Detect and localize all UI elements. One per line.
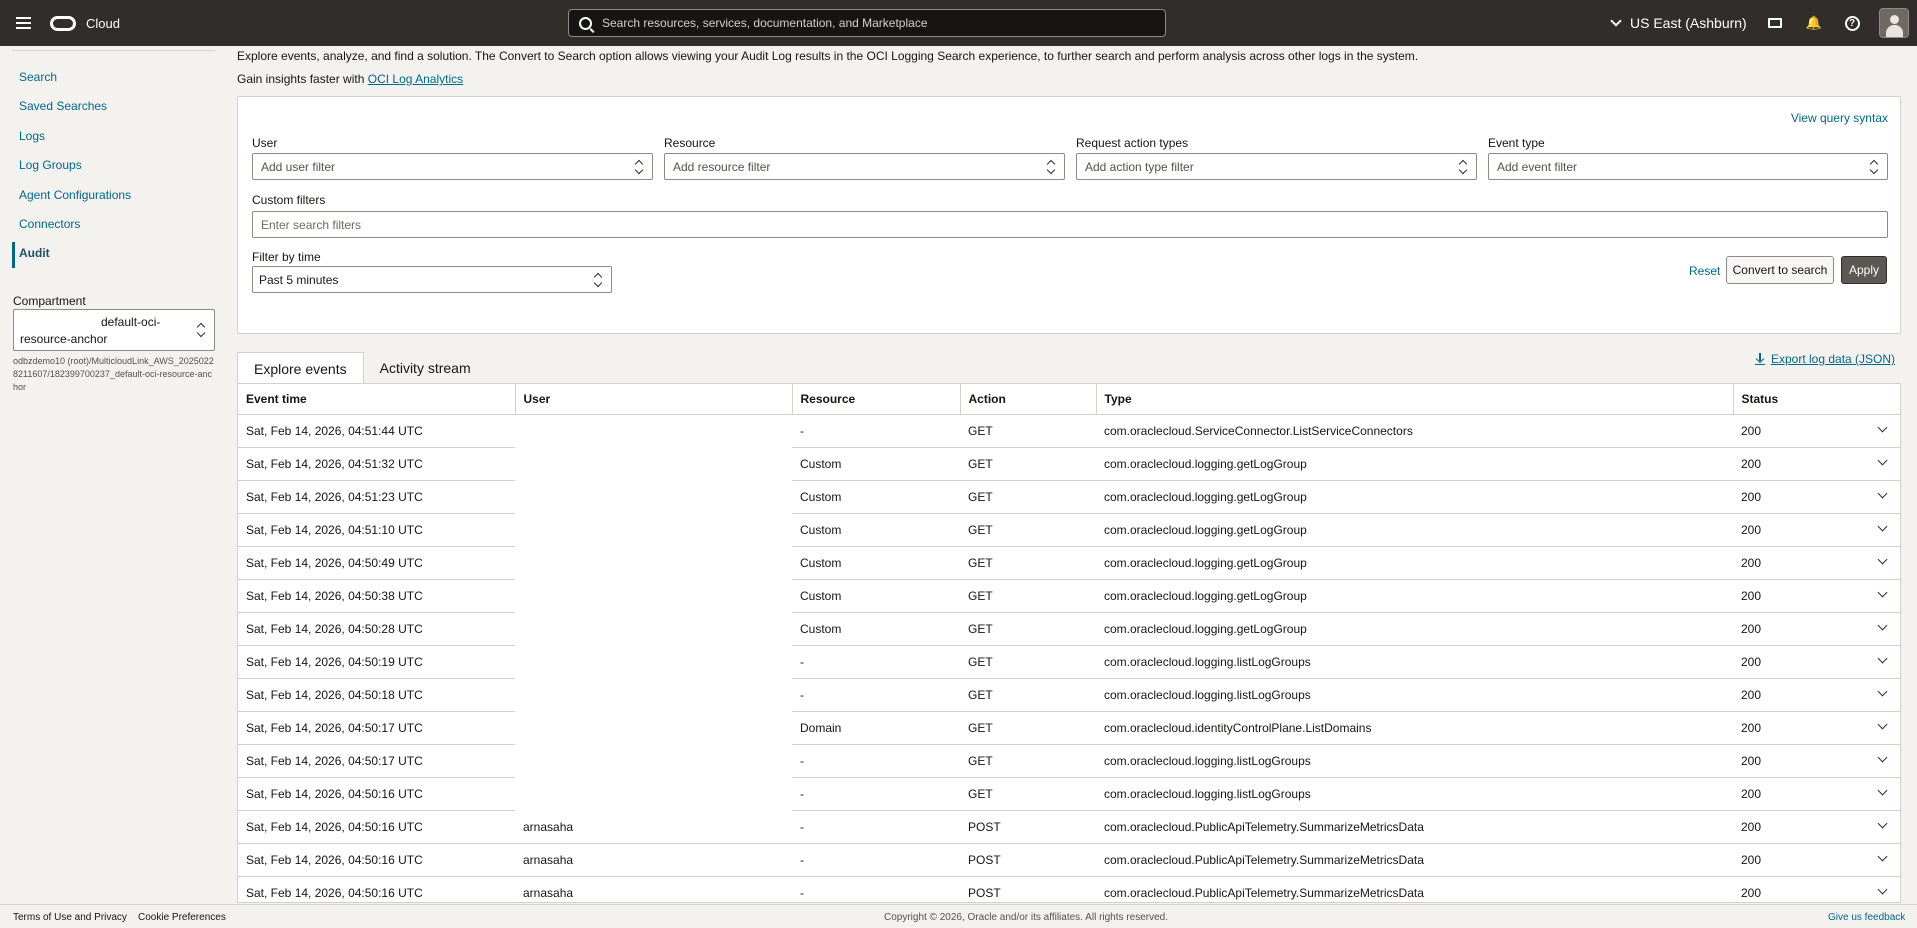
search-icon: [579, 17, 592, 30]
type-cell: com.oraclecloud.ServiceConnector.ListServiceConnectors: [1096, 414, 1733, 447]
resource-cell: -: [792, 744, 960, 777]
action-cell: POST: [960, 876, 1096, 903]
resource-cell: Custom: [792, 546, 960, 579]
table-header-row: [238, 384, 1900, 414]
event-time-cell: Sat, Feb 14, 2026, 04:50:17 UTC: [238, 711, 515, 744]
status-value: 200: [1741, 489, 1762, 504]
status-cell: [1733, 513, 1900, 546]
event-filter-placeholder: Add event filter: [1497, 160, 1578, 174]
event-time-cell: Sat, Feb 14, 2026, 04:50:16 UTC: [238, 777, 515, 810]
sidebar-item-agent-configurations[interactable]: Agent Configurations: [19, 188, 132, 202]
action-filter-select[interactable]: [1076, 153, 1477, 180]
time-filter-label: Filter by time: [252, 250, 321, 264]
log-analytics-link[interactable]: OCI Log Analytics: [367, 72, 464, 86]
user-icon-body: [1886, 25, 1903, 37]
table-row[interactable]: [238, 843, 1900, 876]
resource-filter-label: Resource: [664, 136, 716, 150]
type-cell: com.oraclecloud.PublicApiTelemetry.SummarizeMetricsData: [1096, 843, 1733, 876]
help-icon[interactable]: ?: [1843, 14, 1861, 32]
column-header-type[interactable]: Type: [1096, 384, 1733, 414]
resource-cell: Custom: [792, 480, 960, 513]
resource-filter-select[interactable]: [664, 153, 1065, 180]
resource-cell: -: [792, 678, 960, 711]
cloud-shell-icon[interactable]: [1766, 14, 1784, 32]
action-cell: GET: [960, 480, 1096, 513]
type-cell: com.oraclecloud.logging.listLogGroups: [1096, 645, 1733, 678]
type-cell: com.oraclecloud.logging.listLogGroups: [1096, 777, 1733, 810]
download-icon: [1755, 353, 1765, 365]
table-row[interactable]: [238, 777, 1900, 810]
profile-avatar[interactable]: [1879, 8, 1909, 38]
resource-cell: Custom: [792, 447, 960, 480]
copyright-text: Copyright © 2026, Oracle and/or its affiliates. All rights reserved.: [884, 912, 1168, 923]
type-cell: com.oraclecloud.identityControlPlane.ListDomains: [1096, 711, 1733, 744]
terms-link[interactable]: Terms of Use and Privacy: [13, 912, 127, 923]
status-value: 200: [1741, 753, 1762, 768]
action-cell: GET: [960, 414, 1096, 447]
custom-filter-label: Custom filters: [252, 193, 326, 207]
expand-row-icon[interactable]: [1878, 455, 1888, 465]
compartment-value-line1: default-oci-: [101, 315, 161, 329]
select-arrows-icon: [1459, 160, 1467, 174]
action-cell: GET: [960, 678, 1096, 711]
status-cell: [1733, 645, 1900, 678]
event-time-cell: Sat, Feb 14, 2026, 04:50:17 UTC: [238, 744, 515, 777]
status-cell: [1733, 777, 1900, 810]
sidebar-item-audit[interactable]: Audit: [19, 246, 50, 260]
action-cell: GET: [960, 612, 1096, 645]
expand-row-icon[interactable]: [1878, 521, 1888, 531]
results-tabs: [237, 352, 487, 384]
expand-row-icon[interactable]: [1878, 752, 1888, 762]
event-time-cell: Sat, Feb 14, 2026, 04:50:18 UTC: [238, 678, 515, 711]
status-value: 200: [1741, 555, 1762, 570]
user-cell: [515, 414, 792, 447]
global-search-input[interactable]: [592, 16, 1152, 30]
custom-filter-input[interactable]: [253, 212, 1887, 237]
page-footer: [0, 904, 1917, 928]
status-value: 200: [1741, 621, 1762, 636]
event-time-cell: Sat, Feb 14, 2026, 04:50:16 UTC: [238, 876, 515, 903]
type-cell: com.oraclecloud.logging.listLogGroups: [1096, 744, 1733, 777]
expand-row-icon[interactable]: [1878, 851, 1888, 861]
menu-icon[interactable]: [0, 0, 46, 46]
status-cell: [1733, 876, 1900, 903]
table-row[interactable]: [238, 711, 1900, 744]
divider: [12, 50, 215, 51]
user-cell: [515, 546, 792, 579]
expand-row-icon[interactable]: [1878, 653, 1888, 663]
select-arrows-icon: [1047, 160, 1055, 174]
time-filter-select[interactable]: [252, 266, 612, 293]
action-cell: POST: [960, 843, 1096, 876]
expand-row-icon[interactable]: [1878, 587, 1888, 597]
expand-row-icon[interactable]: [1878, 686, 1888, 696]
events-table: [238, 384, 1900, 903]
expand-row-icon[interactable]: [1878, 818, 1888, 828]
action-cell: GET: [960, 447, 1096, 480]
user-cell: [515, 579, 792, 612]
user-filter-placeholder: Add user filter: [261, 160, 336, 174]
event-time-cell: Sat, Feb 14, 2026, 04:51:10 UTC: [238, 513, 515, 546]
table-row[interactable]: [238, 579, 1900, 612]
column-header-action[interactable]: Action: [960, 384, 1096, 414]
select-arrows-icon: [594, 273, 602, 287]
resource-cell: -: [792, 414, 960, 447]
compartment-path: odbzdemo10 (root)/MulticloudLink_AWS_20250228211607/182399700237_default-oci-resource-anchor: [13, 356, 214, 392]
sidebar-item-saved-searches[interactable]: Saved Searches: [19, 99, 108, 113]
user-cell: [515, 711, 792, 744]
status-value: 200: [1741, 423, 1762, 438]
tab-activity-stream[interactable]: Activity stream: [379, 360, 471, 376]
resource-cell: Custom: [792, 513, 960, 546]
events-table-container: [237, 383, 1901, 903]
view-query-syntax-link[interactable]: View query syntax: [1790, 111, 1888, 125]
top-navigation-bar: [0, 0, 1917, 46]
select-arrows-icon: [635, 160, 643, 174]
type-cell: com.oraclecloud.logging.getLogGroup: [1096, 546, 1733, 579]
sidebar-item-logs[interactable]: Logs: [19, 129, 46, 143]
insight-text: [237, 72, 463, 86]
status-cell: [1733, 711, 1900, 744]
status-cell: [1733, 612, 1900, 645]
oracle-cloud-logo[interactable]: [50, 16, 120, 31]
type-cell: com.oraclecloud.PublicApiTelemetry.SummarizeMetricsData: [1096, 876, 1733, 903]
user-filter-select[interactable]: [252, 153, 653, 180]
user-cell: arnasaha: [515, 876, 792, 903]
status-cell: [1733, 414, 1900, 447]
table-row[interactable]: [238, 612, 1900, 645]
action-cell: POST: [960, 810, 1096, 843]
status-cell: [1733, 546, 1900, 579]
column-header-resource[interactable]: Resource: [792, 384, 960, 414]
resource-cell: -: [792, 645, 960, 678]
user-cell: [515, 777, 792, 810]
sidebar-item-connectors[interactable]: Connectors: [19, 217, 81, 231]
table-row[interactable]: [238, 513, 1900, 546]
resource-cell: -: [792, 876, 960, 903]
action-cell: GET: [960, 513, 1096, 546]
custom-filter-field[interactable]: [252, 211, 1888, 238]
event-time-cell: Sat, Feb 14, 2026, 04:51:32 UTC: [238, 447, 515, 480]
user-cell: [515, 612, 792, 645]
event-time-cell: Sat, Feb 14, 2026, 04:50:16 UTC: [238, 810, 515, 843]
user-cell: [515, 480, 792, 513]
logging-sidebar: [0, 46, 222, 904]
apply-button[interactable]: Apply: [1841, 256, 1887, 284]
cookie-preferences-link[interactable]: Cookie Preferences: [138, 912, 226, 923]
table-row[interactable]: [238, 678, 1900, 711]
expand-row-icon[interactable]: [1878, 719, 1888, 729]
status-value: 200: [1741, 687, 1762, 702]
column-header-user[interactable]: User: [515, 384, 792, 414]
sidebar-item-search[interactable]: Search: [19, 70, 58, 84]
user-cell: [515, 645, 792, 678]
convert-to-search-button[interactable]: Convert to search: [1726, 256, 1834, 284]
status-value: 200: [1741, 786, 1762, 801]
table-row[interactable]: [238, 447, 1900, 480]
region-label: US East (Ashburn): [1630, 15, 1747, 31]
resource-cell: Custom: [792, 612, 960, 645]
event-filter-select[interactable]: [1488, 153, 1888, 180]
status-value: 200: [1741, 720, 1762, 735]
region-selector[interactable]: [1612, 0, 1747, 46]
table-row[interactable]: [238, 876, 1900, 903]
type-cell: com.oraclecloud.PublicApiTelemetry.SummarizeMetricsData: [1096, 810, 1733, 843]
table-row[interactable]: [238, 744, 1900, 777]
status-cell: [1733, 579, 1900, 612]
action-cell: GET: [960, 777, 1096, 810]
action-cell: GET: [960, 546, 1096, 579]
expand-row-icon[interactable]: [1878, 488, 1888, 498]
status-value: 200: [1741, 852, 1762, 867]
status-cell: [1733, 447, 1900, 480]
notifications-icon[interactable]: 🔔: [1805, 15, 1823, 30]
export-log-data-link[interactable]: Export log data (JSON): [1771, 352, 1896, 366]
resource-cell: Custom: [792, 579, 960, 612]
resource-cell: -: [792, 810, 960, 843]
status-value: 200: [1741, 456, 1762, 471]
active-indicator: [12, 242, 15, 268]
resource-filter-placeholder: Add resource filter: [673, 160, 771, 174]
insight-prefix: Gain insights faster with: [237, 72, 368, 86]
expand-row-icon[interactable]: [1878, 554, 1888, 564]
brand-label: Cloud: [86, 15, 120, 31]
table-row[interactable]: [238, 546, 1900, 579]
status-value: 200: [1741, 654, 1762, 669]
status-cell: [1733, 480, 1900, 513]
type-cell: com.oraclecloud.logging.getLogGroup: [1096, 480, 1733, 513]
type-cell: com.oraclecloud.logging.getLogGroup: [1096, 579, 1733, 612]
status-value: 200: [1741, 885, 1762, 900]
tab-explore-events[interactable]: Explore events: [237, 352, 364, 384]
status-value: 200: [1741, 819, 1762, 834]
event-time-cell: Sat, Feb 14, 2026, 04:50:28 UTC: [238, 612, 515, 645]
type-cell: com.oraclecloud.logging.listLogGroups: [1096, 678, 1733, 711]
status-cell: [1733, 744, 1900, 777]
column-header-event-time[interactable]: Event time: [238, 384, 515, 414]
status-cell: [1733, 810, 1900, 843]
user-cell: [515, 744, 792, 777]
table-row[interactable]: [238, 810, 1900, 843]
feedback-link[interactable]: Give us feedback: [1828, 912, 1906, 923]
resource-cell: Domain: [792, 711, 960, 744]
expand-row-icon[interactable]: [1878, 620, 1888, 630]
table-row[interactable]: [238, 414, 1900, 447]
status-value: 200: [1741, 588, 1762, 603]
action-cell: GET: [960, 744, 1096, 777]
user-cell: [515, 447, 792, 480]
event-time-cell: Sat, Feb 14, 2026, 04:51:23 UTC: [238, 480, 515, 513]
action-cell: GET: [960, 645, 1096, 678]
event-time-cell: Sat, Feb 14, 2026, 04:50:16 UTC: [238, 843, 515, 876]
resource-cell: -: [792, 777, 960, 810]
status-cell: [1733, 678, 1900, 711]
expand-row-icon[interactable]: [1878, 884, 1888, 894]
type-cell: com.oraclecloud.logging.getLogGroup: [1096, 612, 1733, 645]
global-search[interactable]: [568, 9, 1166, 37]
compartment-label: Compartment: [13, 294, 86, 308]
action-cell: GET: [960, 711, 1096, 744]
user-cell: arnasaha: [515, 810, 792, 843]
expand-row-icon[interactable]: [1878, 422, 1888, 432]
user-cell: arnasaha: [515, 843, 792, 876]
event-time-cell: Sat, Feb 14, 2026, 04:50:49 UTC: [238, 546, 515, 579]
action-filter-label: Request action types: [1076, 136, 1189, 150]
user-icon: [1890, 15, 1899, 24]
chevron-down-icon: [1610, 15, 1621, 26]
compartment-value-line2: resource-anchor: [20, 332, 108, 346]
event-filter-label: Event type: [1488, 136, 1545, 150]
sidebar-item-log-groups[interactable]: Log Groups: [19, 158, 82, 172]
status-value: 200: [1741, 522, 1762, 537]
export-log-data[interactable]: [1755, 352, 1895, 366]
action-cell: GET: [960, 579, 1096, 612]
column-header-status[interactable]: Status: [1733, 384, 1900, 414]
type-cell: com.oraclecloud.logging.getLogGroup: [1096, 513, 1733, 546]
filter-panel: [237, 96, 1901, 334]
event-time-cell: Sat, Feb 14, 2026, 04:50:38 UTC: [238, 579, 515, 612]
user-filter-label: User: [252, 136, 278, 150]
status-cell: [1733, 843, 1900, 876]
action-filter-placeholder: Add action type filter: [1085, 160, 1194, 174]
page-description: Explore events, analyze, and find a solution. The Convert to Search option allows viewing your Audit Log results in the OCI Logging Search experience, to further search and perform analysis across other logs in the system.: [237, 49, 1419, 63]
select-arrows-icon: [197, 323, 205, 337]
event-time-cell: Sat, Feb 14, 2026, 04:51:44 UTC: [238, 414, 515, 447]
expand-row-icon[interactable]: [1878, 785, 1888, 795]
resource-cell: -: [792, 843, 960, 876]
type-cell: com.oraclecloud.logging.getLogGroup: [1096, 447, 1733, 480]
time-filter-value: Past 5 minutes: [259, 273, 339, 287]
oracle-logo-icon: [50, 16, 76, 31]
compartment-select[interactable]: [13, 309, 215, 351]
reset-button[interactable]: Reset: [1689, 264, 1721, 278]
event-time-cell: Sat, Feb 14, 2026, 04:50:19 UTC: [238, 645, 515, 678]
user-cell: [515, 678, 792, 711]
select-arrows-icon: [1870, 160, 1878, 174]
table-row[interactable]: [238, 645, 1900, 678]
table-row[interactable]: [238, 480, 1900, 513]
user-cell: [515, 513, 792, 546]
